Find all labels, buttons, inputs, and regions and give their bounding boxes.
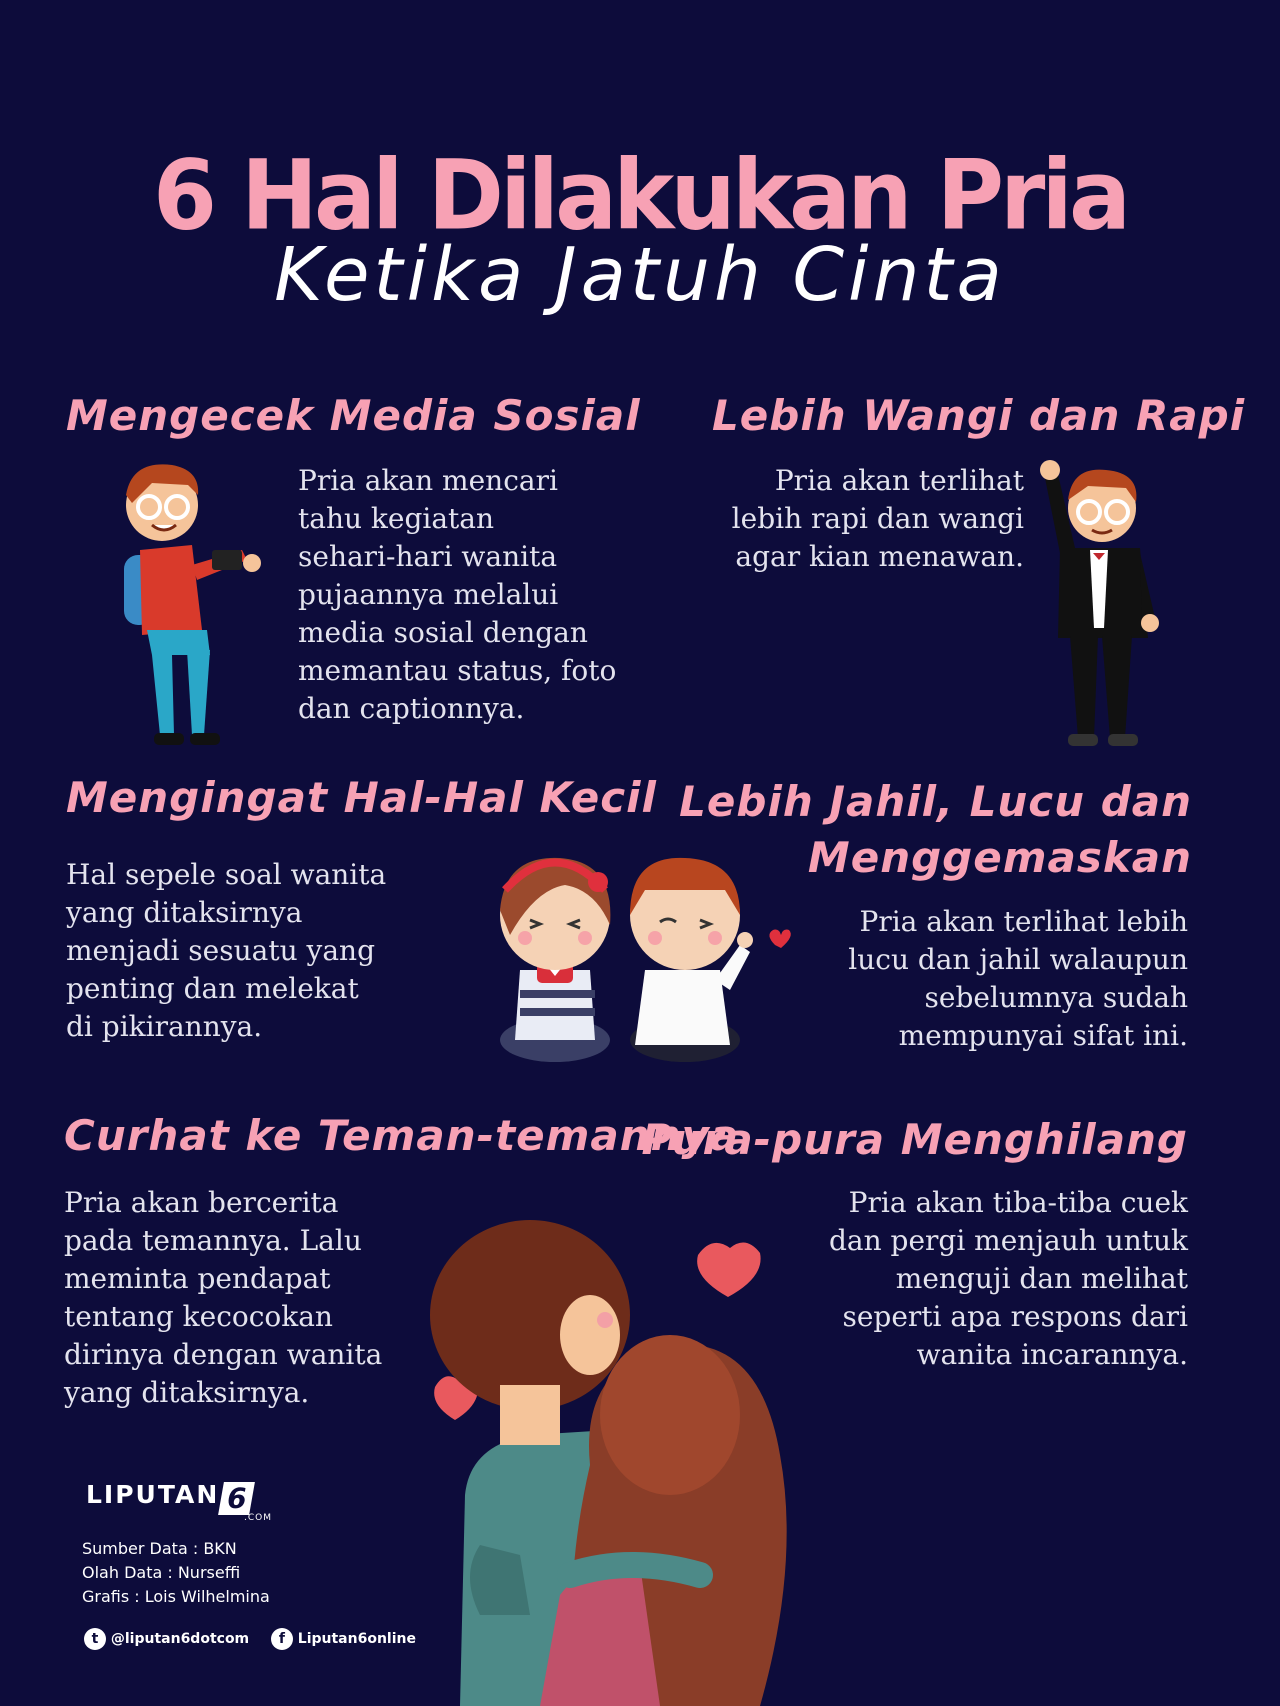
credit-graphics: Grafis : Lois Wilhelmina: [82, 1587, 270, 1606]
section-5-text: Pria akan bercerita pada temannya. Lalu meminta pendapat tentang kecocokan dirinya dengan wanita yang ditaksirnya.: [64, 1186, 383, 1409]
social-links: [84, 1628, 416, 1650]
page-subtitle: Ketika Jatuh Cinta: [274, 232, 1006, 318]
facebook-handle[interactable]: Liputan6online: [297, 1631, 416, 1647]
section-3-text: Hal sepele soal wanita yang ditaksirnya menjadi sesuatu yang penting dan melekat di pikirannya.: [66, 858, 387, 1043]
section-1-text: Pria akan mencari tahu kegiatan sehari-hari wanita pujaannya melalui media sosial dengan memantau status, foto dan captionnya.: [298, 464, 617, 725]
brand-logo: [86, 1480, 272, 1523]
cute-couple-illustration: [485, 840, 795, 1075]
hugging-couple-illustration: [420, 1215, 850, 1706]
man-in-suit-illustration: [1030, 458, 1180, 758]
man-with-phone-illustration: [92, 455, 272, 755]
page-title: 6 Hal Dilakukan Pria: [152, 139, 1128, 252]
section-5-heading: Curhat ke Teman-temannya: [64, 1111, 740, 1160]
section-4-heading-line2: Menggemaskan: [807, 833, 1192, 882]
section-2-text: Pria akan terlihat lebih rapi dan wangi agar kian menawan.: [731, 464, 1024, 573]
section-4-heading-line1: Lebih Jahil, Lucu dan: [679, 777, 1192, 826]
facebook-icon: f: [271, 1628, 293, 1650]
credits: [82, 1537, 270, 1609]
section-3-heading: Mengingat Hal-Hal Kecil: [66, 773, 657, 822]
section-6-text: Pria akan tiba-tiba cuek dan pergi menjauh untuk menguji dan melihat seperti apa respons dari wanita incarannya.: [828, 1186, 1188, 1371]
credit-source: Sumber Data : BKN: [82, 1539, 237, 1558]
section-4-text: Pria akan terlihat lebih lucu dan jahil walaupun sebelumnya sudah mempunyai sifat ini.: [848, 905, 1188, 1052]
section-1-heading: Mengecek Media Sosial: [66, 391, 641, 440]
twitter-handle[interactable]: @liputan6dotcom: [110, 1631, 250, 1647]
twitter-icon: t: [84, 1628, 106, 1650]
credit-data: Olah Data : Nurseffi: [82, 1563, 241, 1582]
brand-mark: 6: [218, 1482, 255, 1515]
section-6-heading: Pura-pura Menghilang: [641, 1115, 1188, 1164]
section-2-heading: Lebih Wangi dan Rapi: [712, 391, 1246, 440]
brand-suffix: .COM: [244, 1513, 272, 1523]
brand-name: LIPUTAN: [86, 1480, 220, 1509]
